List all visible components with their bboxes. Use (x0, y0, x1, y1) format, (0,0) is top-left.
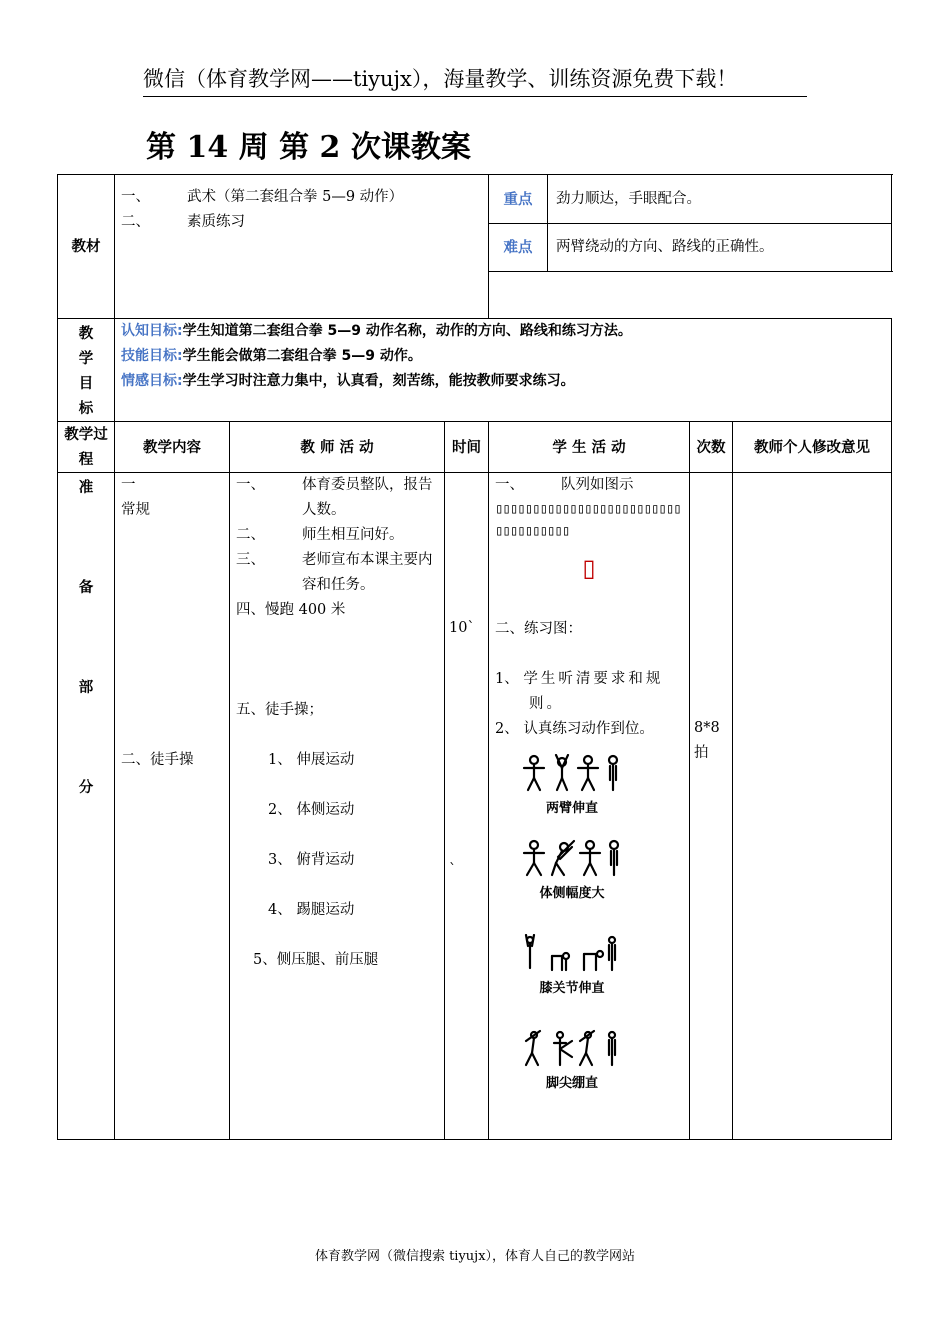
material-item: 二、 素质练习 (121, 214, 245, 230)
stick-figures-icon (522, 1029, 622, 1067)
col-content: 教学内容 (115, 422, 230, 473)
col-opinion: 教师个人修改意见 (733, 422, 892, 473)
difficulty-label: 难点 (489, 224, 548, 271)
teacher-item: 二、 师生相互问好。 (236, 527, 404, 543)
key-point-label: 重点 (489, 175, 548, 223)
teacher-item: 一、 体育委员整队，报告人数。 (236, 477, 433, 518)
exercise-figures (495, 742, 683, 1092)
prep-count: 8*8拍 (690, 473, 733, 1140)
prep-student-activity: 一、 队列如图示 ▯▯▯▯▯▯▯▯▯▯▯▯▯▯▯▯▯▯▯▯▯▯▯▯▯▯▯▯▯▯▯▯▯▯▯ ▯ 二、练习图： 1、 学生听清要求和规则。 2、 认真练习动作到位。 两臂伸直 体侧幅度大 膝关节伸直 脚尖绷直 (489, 473, 690, 1140)
key-difficulty-cell (489, 175, 892, 272)
affective-goal: 情感目标:学生学习时注意力集中，认真看，刻苦练，能按教师要求练习。 (121, 373, 575, 389)
material-items (115, 175, 489, 319)
difficulty-text: 两臂绕动的方向、路线的正确性。 (556, 239, 774, 255)
jog-item: 四、慢跑 400 米 (236, 602, 346, 618)
material-item: 一、 武术（第二套组合拳 5—9 动作） (121, 189, 404, 205)
goals-text (115, 319, 892, 422)
gym-title: 五、徒手操； (236, 702, 323, 718)
skill-goal: 技能目标:学生能会做第二套组合拳 5—9 动作。 (121, 348, 422, 364)
stick-figures-icon (522, 839, 622, 877)
figure-knee-straight: 膝关节伸直 (517, 934, 627, 997)
page-footer: 体育教学网（微信搜索 tiyujx），体育人自己的教学网站 (314, 1249, 636, 1264)
lesson-plan-table (57, 174, 892, 1140)
teacher-item: 三、 老师宣布本课主要内容和任务。 (236, 552, 433, 593)
prep-content: 一 常规 二、徒手操 (115, 473, 230, 1140)
stick-figures-icon (522, 754, 622, 792)
key-point-text: 劲力顺达，手眼配合。 (556, 190, 701, 207)
goals-label: 教 学 目 标 (58, 319, 115, 422)
col-teacher: 教 师 活 动 (230, 422, 445, 473)
formation-marker: ▯ (582, 554, 596, 582)
prep-teacher-activity: 一、 体育委员整队，报告人数。 二、 师生相互问好。 三、 老师宣布本课主要内容和任务。 四、慢跑 400 米 五、徒手操； 1、 伸展运动 2、 体侧运动 3、 俯背运动 4、 踢腿运动 5、侧压腿、前压腿 (230, 473, 445, 1140)
formation-diagram-text: ▯▯▯▯▯▯▯▯▯▯▯▯▯▯▯▯▯▯▯▯▯▯▯▯▯▯▯▯▯▯▯▯▯▯▯ (495, 501, 681, 539)
page-header: 微信（体育教学网——tiyujx），海量教学、训练资源免费下载！ (143, 62, 807, 97)
prep-opinion (733, 473, 892, 1140)
stick-figures-icon (522, 934, 622, 972)
col-count: 次数 (690, 422, 733, 473)
cognitive-goal: 认知目标:学生知道第二套组合拳 5—9 动作名称，动作的方向、路线和练习方法。 (121, 323, 632, 339)
prep-time: 10` ` (445, 473, 489, 1140)
material-label: 教材 (58, 175, 115, 319)
col-time: 时间 (445, 422, 489, 473)
col-process: 教学过程 (58, 422, 115, 473)
figure-toes-pointed: 脚尖绷直 (517, 1029, 627, 1092)
figure-arms-straight: 两臂伸直 (517, 754, 627, 817)
prep-section-label: 准 备 部 分 (58, 473, 115, 1140)
col-student: 学 生 活 动 (489, 422, 690, 473)
lesson-title: 第 14 周 第 2 次课教案 (146, 130, 471, 165)
figure-side-bend: 体侧幅度大 (517, 839, 627, 902)
